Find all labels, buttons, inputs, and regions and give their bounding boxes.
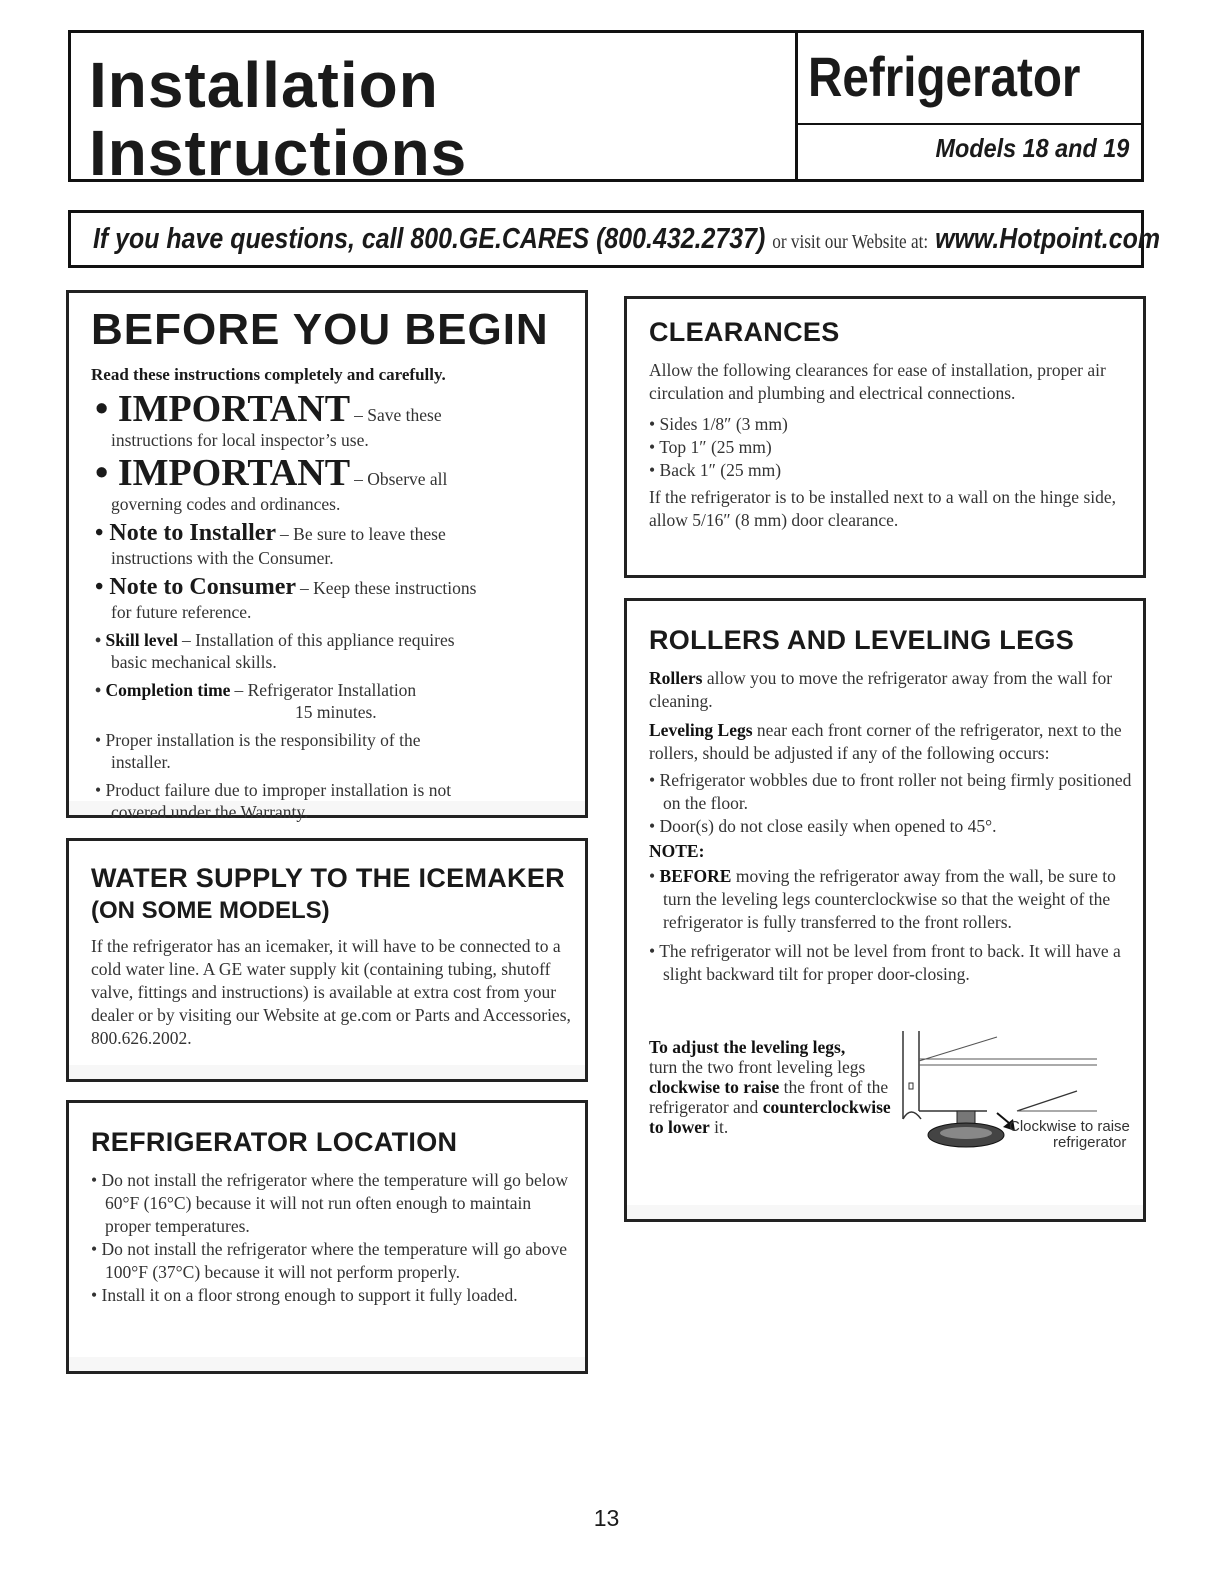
clearances-intro: Allow the following clearances for ease of installation, proper air circulation and plumbing and electrical connections. [649,360,1106,403]
section-title: REFRIGERATOR LOCATION [91,1127,458,1157]
contact-question: If you have questions, call 800.GE.CARES (800.432.2737) [93,223,766,255]
list-item: • Install it on a floor strong enough to support it fully loaded. [91,1285,518,1305]
water-body: If the refrigerator has an icemaker, it will have to be connected to a cold water line. A GE water supply kit (containing tubing, shutoff valve, fittings and instructions) is available at extra cost from your dealer or by visiting our Website at ge.com or Parts and Accessories, 800.626.2002. [91,936,571,1048]
section-title: WATER SUPPLY TO THE ICEMAKER [91,863,565,893]
adjust-text: it. [714,1117,729,1137]
item-continuation: for future reference. [111,602,252,622]
list-item: • Note to Installer – Be sure to leave these instructions with the Consumer. [95,519,575,569]
section-title: BEFORE YOU BEGIN [91,305,549,354]
title-block [71,33,798,189]
item-continuation: basic mechanical skills. [111,652,277,672]
item-continuation: instructions for local inspector’s use. [111,430,369,450]
list-item: • The refrigerator will not be level from front to back. It will have a slight backward tilt for proper door-closing. [649,941,1121,984]
section-subtitle: (ON SOME MODELS) [91,897,330,924]
title-line-2: Instructions [89,117,468,189]
item-text: Refrigerator wobbles due to front roller not being firmly positioned on the floor. [659,770,1132,813]
important-label: IMPORTANT [117,388,351,430]
refrigerator-location-panel [66,1100,588,1374]
product-block [798,33,1141,179]
item-text: Top 1″ (25 mm) [659,437,772,457]
hinge-clearance: If the refrigerator is to be installed next to a wall on the hinge side, allow 5/16″ (8 mm) door clearance. [649,487,1117,530]
rollers-leveling-panel [624,598,1146,1222]
water-supply-panel [66,838,588,1082]
intro-text: Read these instructions completely and carefully. [91,365,446,384]
legs-paragraph [649,719,1139,765]
item-text: Install it on a floor strong enough to support it fully loaded. [101,1285,518,1305]
product-name: Refrigerator [808,45,1081,108]
page-number: 13 [593,1505,620,1531]
title-line-1: Installation [89,49,439,121]
rollers-body [649,667,1139,986]
models-label: Models 18 and 19 [935,133,1129,163]
item-text: Sides 1/8″ (3 mm) [659,414,788,434]
adjust-text: the front of the refrigerator and [649,1077,889,1117]
item-continuation: 15 minutes. [295,702,377,722]
adjust-instructions [649,1037,909,1137]
item-continuation: covered under the Warranty. [111,802,309,822]
list-item: • IMPORTANT – Save these instructions for local inspector’s use. [95,389,575,451]
contact-visit: or visit our Website at: [772,231,929,253]
before-you-begin-panel [66,290,588,822]
leveling-leg-diagram [897,1031,1133,1151]
diagram-caption-1: Clockwise to raise [1009,1118,1130,1135]
document-header [68,30,1144,189]
rollers-label: Rollers [649,668,703,688]
adjust-bold: counterclockwise to lower [649,1097,891,1137]
note-label: Note to Consumer [109,574,297,600]
item-text: moving the refrigerator away from the wall, be sure to turn the leveling legs counterclockwise so that the weight of the refrigerator is fully transferred to the front rollers. [663,866,1116,932]
item-text: Back 1″ (25 mm) [659,460,782,480]
list-item: • Back 1″ (25 mm) [649,460,782,480]
website-link[interactable]: www.Hotpoint.com [935,223,1161,255]
rollers-paragraph [649,667,1139,713]
list-item: • Refrigerator wobbles due to front roller not being firmly positioned on the floor. [649,770,1132,813]
contact-bar [68,210,1161,268]
location-list [91,1169,577,1307]
list-item: • Top 1″ (25 mm) [649,437,772,457]
item-text: – Refrigerator Installation [234,680,417,700]
clearances-body [649,359,1135,532]
item-text: Product failure due to improper installation is not [105,780,452,800]
header-divider [798,123,1141,125]
list-item: • Completion time – Refrigerator Installation 15 minutes. [95,679,575,723]
item-continuation: instructions with the Consumer. [111,548,334,568]
list-item: • BEFORE moving the refrigerator away from the wall, be sure to turn the leveling legs counterclockwise so that the weight of the refrigerator is fully transferred to the front rollers. [649,866,1116,932]
list-item: • Do not install the refrigerator where the temperature will go above 100°F (37°C) because it will not perform properly. [91,1239,568,1282]
item-text: – Installation of this appliance requires [181,630,455,650]
legs-text: near each front corner of the refrigerator, next to the rollers, should be adjusted if any of the following occurs: [649,720,1122,763]
list-item: • Product failure due to improper installation is not covered under the Warranty. [95,779,575,823]
rollers-text: allow you to move the refrigerator away from the wall for cleaning. [649,668,1113,711]
item-text: Door(s) do not close easily when opened to 45°. [659,816,997,836]
section-title: CLEARANCES [649,317,840,347]
note-heading [649,840,1139,863]
item-continuation: governing codes and ordinances. [111,494,341,514]
skill-label: Skill level [105,630,178,650]
legs-label: Leveling Legs [649,720,753,740]
item-text: Do not install the refrigerator where the temperature will go below 60°F (16°C) because it will not run often enough to maintain proper temperatures. [101,1170,569,1236]
adjust-text: turn the two front leveling legs [649,1057,866,1077]
list-item: • Proper installation is the responsibility of the installer. [95,729,575,773]
adjust-bold: clockwise to raise [649,1077,780,1097]
list-item: • Door(s) do not close easily when opened to 45°. [649,816,997,836]
item-text: Do not install the refrigerator where the temperature will go above 100°F (37°C) because it will not perform properly. [101,1239,568,1282]
note-label: NOTE: [649,841,705,861]
diagram-caption-2: refrigerator [1053,1134,1127,1151]
before-list [95,389,575,825]
note-label: Note to Installer [109,520,277,546]
item-text: – Observe all [354,469,448,489]
item-text: The refrigerator will not be level from front to back. It will have a slight backward tilt for proper door-closing. [659,941,1121,984]
item-continuation: installer. [111,752,171,772]
contact-line [93,223,1160,256]
before-label: BEFORE [659,866,732,886]
important-label: IMPORTANT [117,452,351,494]
adjust-label: To adjust the leveling legs, [649,1037,846,1057]
clearances-panel [624,296,1146,578]
item-text: – Keep these instructions [300,578,477,598]
completion-label: Completion time [105,680,231,700]
item-text: – Be sure to leave these [280,524,446,544]
section-title: ROLLERS AND LEVELING LEGS [649,625,1075,655]
document-title [89,51,467,187]
list-item: • Skill level – Installation of this appliance requires basic mechanical skills. [95,629,575,673]
list-item: • Sides 1/8″ (3 mm) [649,414,788,434]
list-item: • IMPORTANT – Observe all governing codes and ordinances. [95,453,575,515]
list-item: • Note to Consumer – Keep these instructions for future reference. [95,573,575,623]
list-item: • Do not install the refrigerator where the temperature will go below 60°F (16°C) because it will not run often enough to maintain proper temperatures. [91,1170,569,1236]
item-text: – Save these [354,405,442,425]
item-text: Proper installation is the responsibility of the [105,730,421,750]
